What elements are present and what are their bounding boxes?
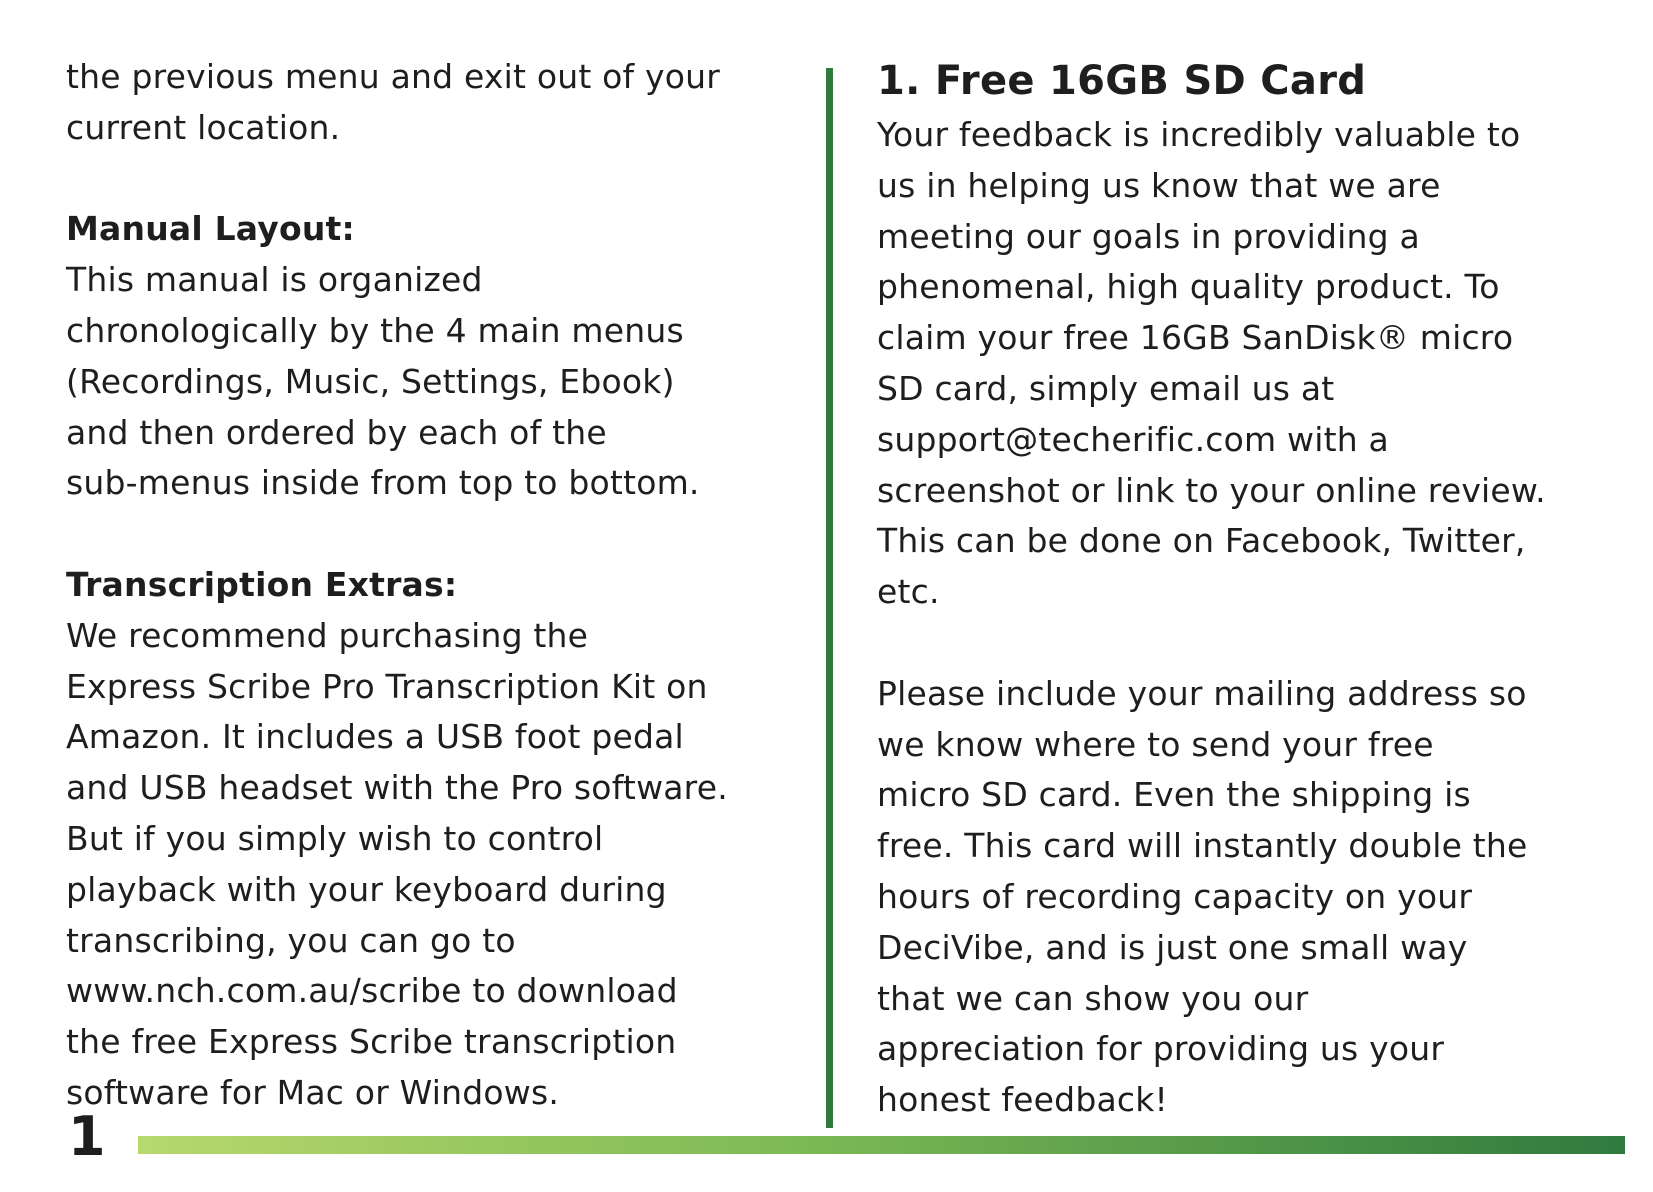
paragraph1-line: Your feedback is incredibly valuable to [877, 115, 1521, 154]
paragraph2-line: honest feedback! [877, 1080, 1168, 1120]
paragraph1-line: screenshot or link to your online review. [877, 470, 1546, 510]
transcription-extras-line: transcribing, you can go to [66, 920, 516, 960]
transcription-extras-heading: Transcription Extras: [66, 564, 458, 604]
paragraph2-line: we know where to send your free [877, 724, 1434, 764]
paragraph2-line: that we can show you our [877, 978, 1309, 1018]
paragraph1-line: phenomenal, high quality product. To [877, 267, 1500, 307]
paragraph1-line: etc. [877, 572, 940, 612]
paragraph-gap [66, 509, 786, 560]
transcription-extras-line: the free Express Scribe transcription [66, 1022, 677, 1062]
transcription-extras-line: We recommend purchasing the [66, 615, 589, 655]
page-number: 1 [68, 1105, 106, 1168]
support-email-line: support@techerific.com with a [877, 419, 1389, 459]
footer-gradient-bar [138, 1136, 1625, 1154]
paragraph1-line: SD card, simply email us at [877, 368, 1335, 408]
manual-layout-line: (Recordings, Music, Settings, Ebook) [66, 361, 675, 401]
column-divider [826, 68, 833, 1128]
transcription-extras-line: But if you simply wish to control [66, 818, 604, 858]
transcription-extras-line: Express Scribe Pro Transcription Kit on [66, 666, 708, 706]
intro-line: the previous menu and exit out of your [66, 57, 721, 96]
paragraph2-line: micro SD card. Even the shipping is [877, 775, 1471, 815]
scribe-url-line: www.nch.com.au/scribe to download [66, 971, 678, 1011]
manual-layout-line: sub-menus inside from top to bottom. [66, 463, 700, 503]
manual-layout-line: This manual is organized [66, 260, 483, 300]
paragraph2-line: appreciation for providing us your [877, 1029, 1445, 1069]
paragraph2-line: DeciVibe, and is just one small way [877, 927, 1468, 967]
transcription-extras-line: and USB headset with the Pro software. [66, 768, 728, 808]
transcription-extras-line: software for Mac or Windows. [66, 1072, 560, 1112]
right-column [877, 52, 1617, 1126]
manual-layout-line: and then ordered by each of the [66, 412, 607, 452]
paragraph-gap [66, 154, 786, 205]
paragraph1-line: meeting our goals in providing a [877, 216, 1420, 256]
paragraph1-line: This can be done on Facebook, Twitter, [877, 521, 1526, 561]
left-column [66, 52, 786, 1119]
paragraph1-line: claim your free 16GB SanDisk® micro [877, 318, 1514, 358]
paragraph2-line: Please include your mailing address so [877, 673, 1527, 713]
paragraph-gap [877, 618, 1617, 669]
intro-line: current location. [66, 107, 341, 147]
transcription-extras-line: Amazon. It includes a USB foot pedal [66, 717, 684, 757]
section-title: 1. Free 16GB SD Card [877, 58, 1367, 104]
transcription-extras-line: playback with your keyboard during [66, 869, 667, 909]
paragraph2-line: hours of recording capacity on your [877, 876, 1473, 916]
manual-layout-heading: Manual Layout: [66, 209, 355, 249]
paragraph2-line: free. This card will instantly double the [877, 826, 1528, 866]
manual-layout-line: chronologically by the 4 main menus [66, 310, 684, 350]
paragraph1-line: us in helping us know that we are [877, 165, 1441, 205]
